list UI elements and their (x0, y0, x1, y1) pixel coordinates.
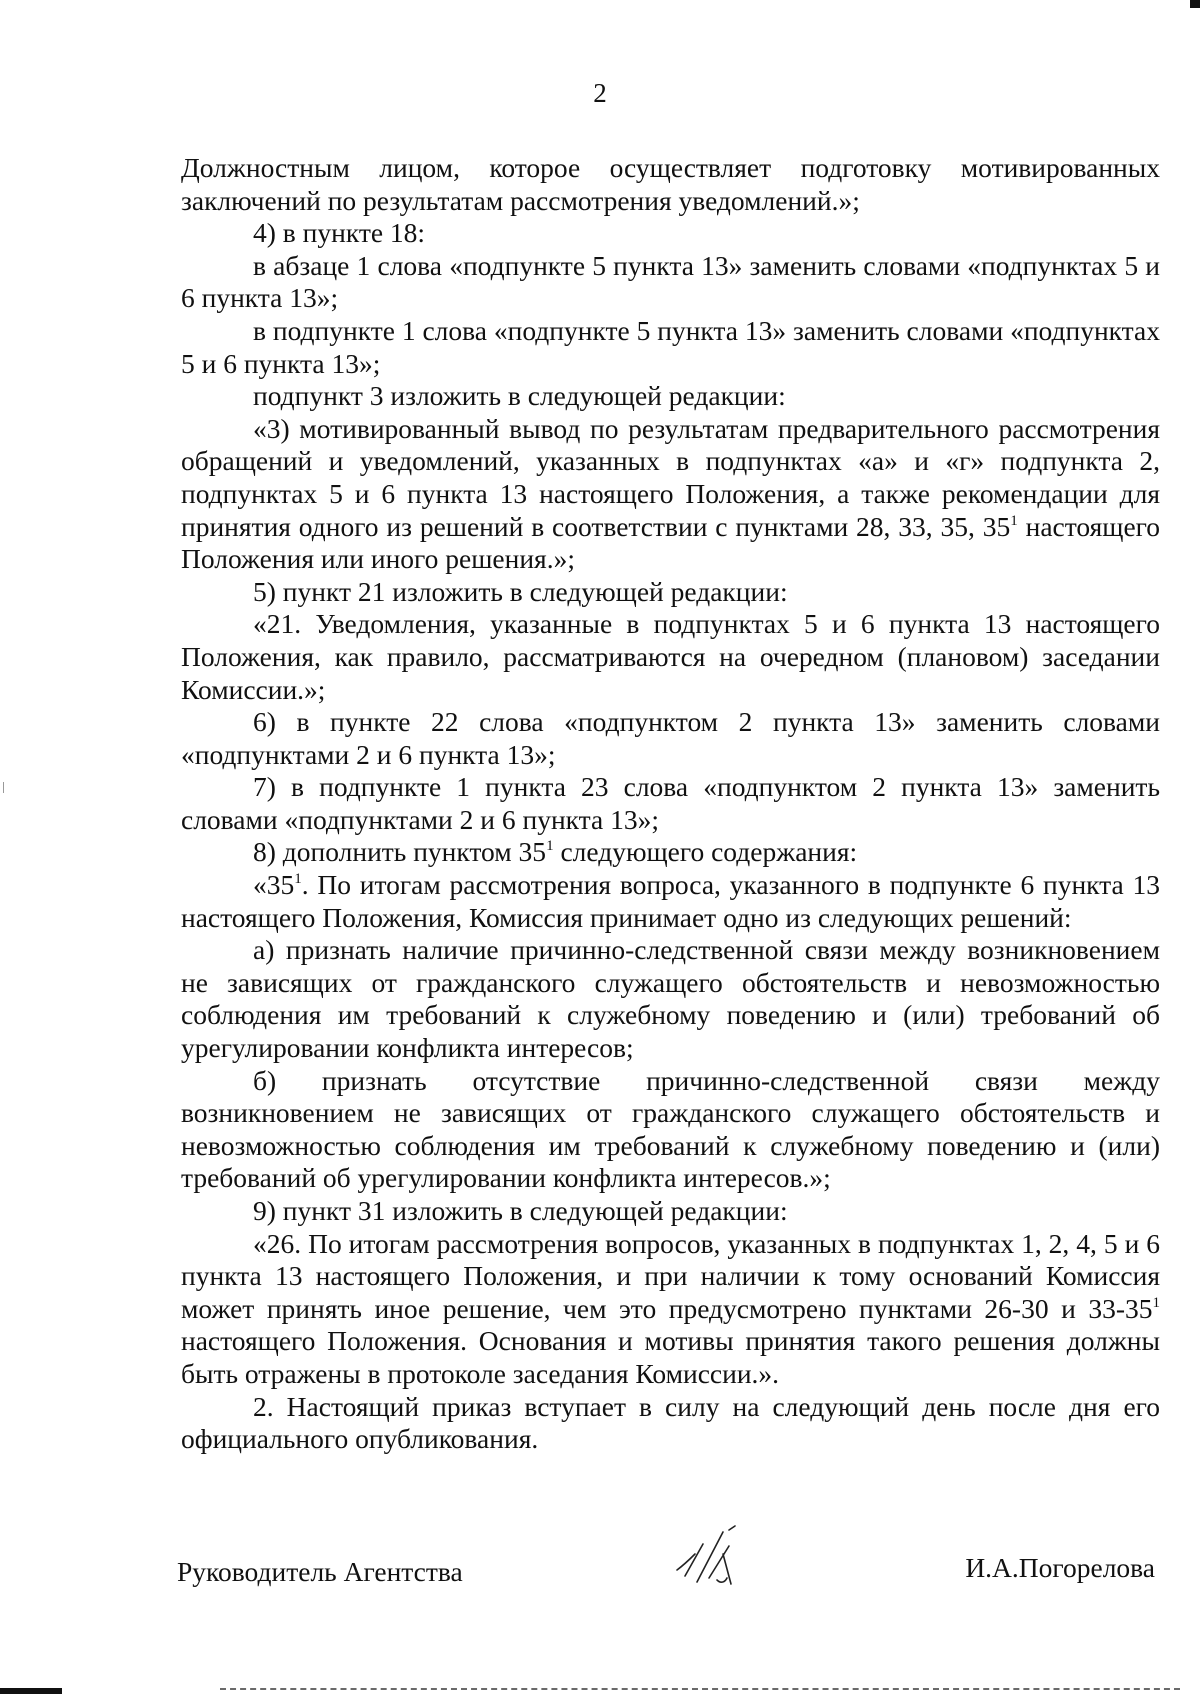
paragraph-subitem-1: в подпункте 1 слова «подпункте 5 пункта 13» заменить словами «подпунктах 5 и 6 пункта 13»; (181, 314, 1160, 379)
paragraph-text: . По итогам рассмотрения вопроса, указанного в подпункте 6 пункта 13 настоящего Положения, Комиссия принимает одно из следующих решений: (181, 869, 1160, 933)
paragraph-item-6: 6) в пункте 22 слова «подпунктом 2 пункта 13» заменить словами «подпунктами 2 и 6 пункта 13»; (181, 706, 1160, 770)
paragraph-effective-date: 2. Настоящий приказ вступает в силу на следующий день после дня его официального опубликования. (181, 1390, 1160, 1455)
paragraph-continuation: Должностным лицом, которое осуществляет подготовку мотивированных заключений по результатам рассмотрения уведомлений.»; (181, 152, 1160, 216)
paragraph-text: следующего содержания: (553, 836, 858, 868)
document-body (181, 152, 1160, 1456)
scan-margin-mark (3, 782, 4, 793)
paragraph-item-26-text (181, 1228, 1160, 1391)
paragraph-item-35-1-text (181, 869, 1160, 934)
paragraph-text: настоящего Положения или иного решения.»; (181, 510, 1160, 575)
superscript: 1 (1152, 1294, 1160, 1311)
paragraph-item-21-text: «21. Уведомления, указанные в подпунктах 5 и 6 пункта 13 настоящего Положения, как правило, рассматриваются на очередном (плановом) заседании Комиссии.»; (181, 608, 1160, 705)
signer-name: И.А.Погорелова (965, 1552, 1155, 1583)
paragraph-option-a: а) признать наличие причинно-следственной связи между возникновением не зависящих от гражданского служащего обстоятельств и невозможностью соблюдения им требований к служебному поведению и (или) требований об урегулировании конфликта интересов; (181, 934, 1160, 1064)
scan-edge-mark (0, 1688, 62, 1694)
signer-position: Руководитель Агентства (177, 1556, 463, 1587)
paragraph-text: настоящего Положения. Основания и мотивы принятия такого решения должны быть отражены в протоколе заседания Комиссии.». (181, 1325, 1160, 1389)
paragraph-item-7: 7) в подпункте 1 пункта 23 слова «подпунктом 2 пункта 13» заменить словами «подпунктами 2 и 6 пункта 13»; (181, 771, 1160, 835)
paragraph-subitem-3-intro: подпункт 3 изложить в следующей редакции: (253, 380, 786, 412)
paragraph-item-4: 4) в пункте 18: (253, 217, 426, 249)
paragraph-text: «26. По итогам рассмотрения вопросов, указанных в подпунктах 1, 2, 4, 5 и 6 пункта 13 настоящего Положения, и при наличии к тому оснований Комиссия может принять иное решение, чем это предусмотрено пунктами 26-30 и 33-35 (181, 1227, 1160, 1324)
superscript: 1 (546, 838, 554, 855)
superscript: 1 (1010, 512, 1018, 529)
handwritten-signature (673, 1524, 757, 1594)
signature-block (177, 1552, 1155, 1616)
paragraph-text: «3) мотивированный вывод по результатам предварительного рассмотрения обращений и уведомлений, указанных в подпунктах «а» и «г» подпункта 2, подпунктах 5 и 6 пункта 13 настоящего Положения, а также рекомендации для принятия одного из решений в соответствии с пунктами 28, 33, 35, 35 (181, 412, 1160, 542)
paragraph-text: «35 (253, 869, 295, 901)
paragraph-text: 8) дополнить пунктом 35 (253, 836, 547, 868)
paragraph-subitem-3-text (181, 413, 1160, 576)
paragraph-option-b: б) признать отсутствие причинно-следственной связи между возникновением не зависящих от гражданского служащего обстоятельств и невозможностью соблюдения им требований к служебному поведению и (или) требований об урегулировании конфликта интересов.»; (181, 1064, 1160, 1194)
paragraph-item-5: 5) пункт 21 изложить в следующей редакции: (253, 575, 788, 607)
paragraph-item-8 (181, 836, 1160, 869)
paragraph-abzac-1: в абзаце 1 слова «подпункте 5 пункта 13» заменить словами «подпунктах 5 и 6 пункта 13»; (181, 249, 1160, 314)
scan-bottom-line (220, 1688, 1180, 1690)
superscript: 1 (294, 871, 302, 888)
paragraph-item-9: 9) пункт 31 изложить в следующей редакции: (253, 1195, 788, 1226)
page-number: 2 (593, 78, 607, 108)
scan-corner-mark (1190, 0, 1200, 8)
